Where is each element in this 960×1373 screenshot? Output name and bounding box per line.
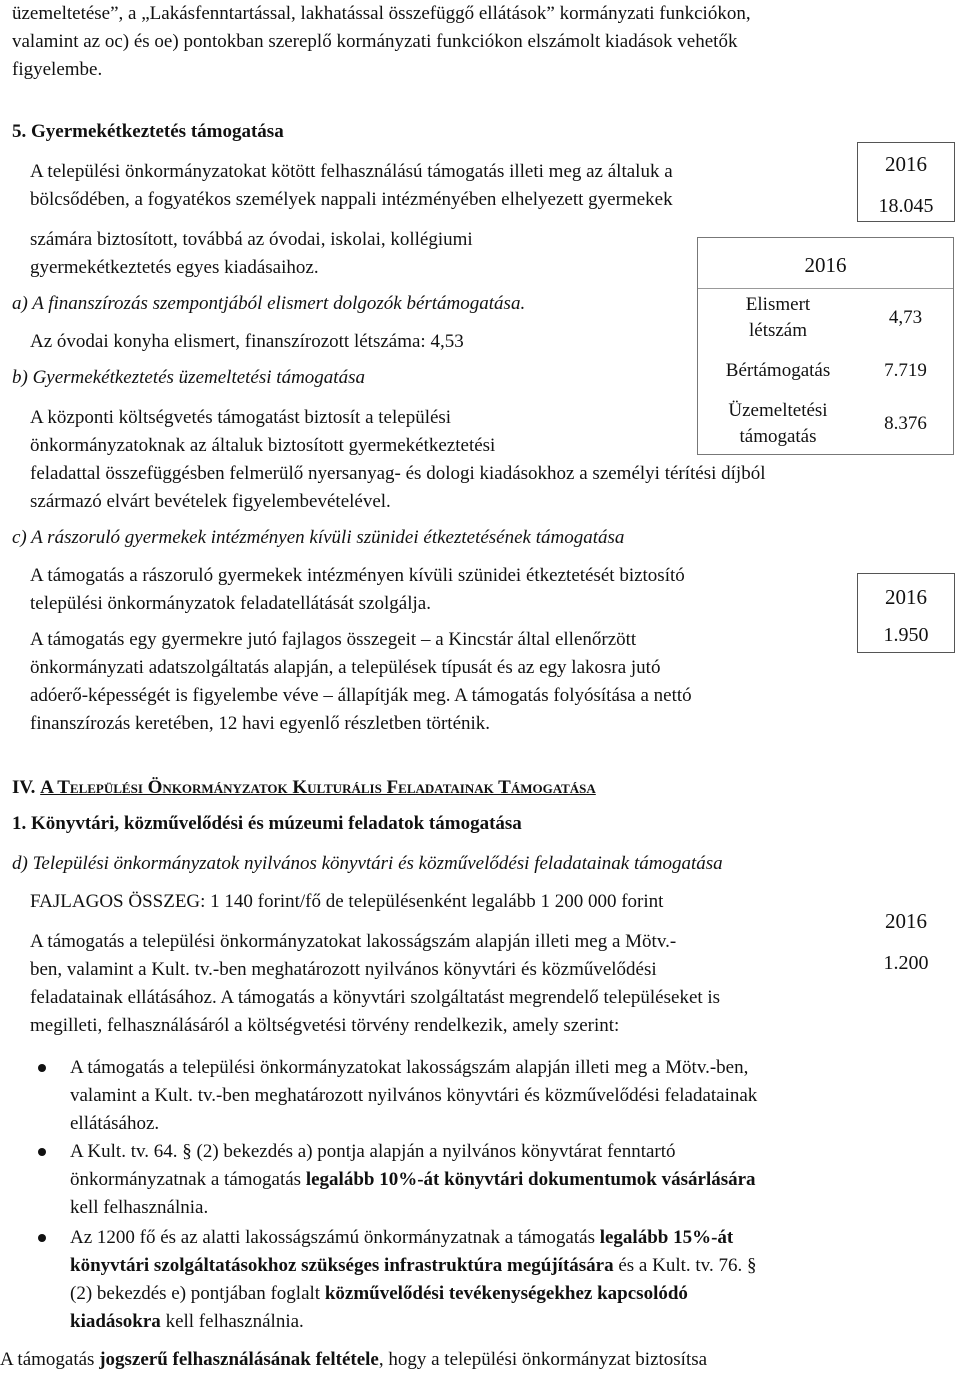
bullet-icon: [38, 1064, 46, 1072]
bold-text: legalább 15%-át: [599, 1227, 734, 1248]
closing-line: [0, 1348, 707, 1372]
text-line: üzemeltetése”, a „Lakásfenntartással, lakhatással összefüggő ellátások” kormányzati funkciókon,: [12, 3, 751, 24]
box-year: 2016: [885, 909, 927, 933]
box-value: 1.950: [883, 624, 929, 646]
text-line: bölcsődében, a fogyatékos személyek nappali intézményében elhelyezett gyermekek: [30, 189, 673, 210]
text-line: Az 1200 fő és az alatti lakosságszámú önkormányzatnak a támogatás: [70, 1227, 600, 1248]
text-line: származó elvárt bevételek figyelembevételével.: [30, 491, 391, 512]
text-line: , hogy a települési önkormányzat biztosítsa: [378, 1349, 708, 1370]
chapter-title-text: A Települési Önkormányzatok Kulturális Feladatainak Támogatása: [40, 777, 596, 798]
text-line: ellátásához.: [70, 1113, 160, 1134]
table-year: 2016: [804, 253, 847, 277]
box-value: 18.045: [878, 195, 934, 217]
text-line: számára biztosított, továbbá az óvodai, iskolai, kollégiumi: [30, 229, 473, 250]
chapter-number: IV.: [12, 777, 36, 798]
subheading-a: a) A finanszírozás szempontjából elismert dolgozók bértámogatása.: [12, 293, 526, 314]
row-label-bertamogatas: Bértámogatás: [725, 360, 831, 381]
list-item: [70, 1224, 940, 1336]
text-line: megilleti, felhasználásáról a költségvetési törvény rendelkezik, amely szerint:: [30, 1015, 620, 1036]
text-line: A támogatás: [0, 1349, 100, 1370]
text-line: gyermekétkeztetés egyes kiadásaihoz.: [30, 257, 319, 278]
text-a: Az óvodai konyha elismert, finanszírozott létszáma: 4,53: [30, 331, 464, 352]
bold-text: legalább 10%-át könyvtári dokumentumok vásárlására: [305, 1169, 756, 1190]
intro-line: [12, 0, 940, 28]
text-line: kell felhasználnia.: [70, 1197, 209, 1218]
section-heading: 5. Gyermekétkeztetés támogatása: [12, 121, 284, 142]
text-line: ben, valamint a Kult. tv.-ben meghatározott nyilvános könyvtári és közművelődési: [30, 959, 657, 980]
text-line: A támogatás a rászoruló gyermekek intézményen kívüli szünidei étkeztetését biztosító: [30, 565, 685, 586]
intro-paragraph: [12, 0, 940, 84]
text-line: A támogatás a települési önkormányzatokat lakosságszám alapján illeti meg a Mötv.-: [30, 931, 677, 952]
subheading-b: b) Gyermekétkeztetés üzemeltetési támogatása: [12, 367, 365, 388]
row-label-tamogatas: támogatás: [739, 426, 817, 447]
bullet-icon: [38, 1234, 46, 1242]
text-line: A Kult. tv. 64. § (2) bekezdés a) pontja alapján a nyilvános könyvtárat fenntartó: [70, 1141, 676, 1162]
text-line: és a Kult. tv. 76. §: [613, 1255, 757, 1276]
bold-text: jogszerű felhasználásának feltétele: [99, 1349, 379, 1370]
intro-line: [12, 28, 940, 56]
text-line: települési önkormányzatok feladatellátását szolgálja.: [30, 593, 431, 614]
amount-box-szunidei: [857, 573, 955, 653]
bold-text: közművelődési tevékenységekhez kapcsolódó: [324, 1283, 688, 1304]
text-line: figyelembe.: [12, 59, 103, 80]
section5b-paragraph-cont: [30, 460, 940, 516]
fajlagos-osszeg: FAJLAGOS ÖSSZEG: 1 140 forint/fő de településenként legalább 1 200 000 forint: [30, 891, 664, 912]
row-label-uzemeltetesi: Üzemeltetési: [728, 400, 828, 421]
text-line: önkormányzati adatszolgáltatás alapján, a települések típusát és az egy lakosra jutó: [30, 657, 661, 678]
text-line: valamint a Kult. tv.-ben meghatározott nyilvános könyvtári és közművelődési feladatainak: [70, 1085, 758, 1106]
text-line: A támogatás a települési önkormányzatokat lakosságszám alapján illeti meg a Mötv.-ben,: [70, 1057, 749, 1078]
row-value-bertamogatas: 7.719: [884, 360, 927, 381]
subheading-d: d) Települési önkormányzatok nyilvános könyvtári és közművelődési feladatainak támogatása: [12, 853, 723, 874]
list-item: [70, 1054, 940, 1138]
subsection-heading: 1. Könyvtári, közművelődési és múzeumi feladatok támogatása: [12, 813, 522, 834]
sectiond-paragraph: [30, 928, 838, 984]
row-value-uzemeltetesi: 8.376: [884, 413, 927, 434]
funding-table: [697, 237, 954, 455]
bullet-icon: [38, 1148, 46, 1156]
text-line: adóerő-képességét is figyelembe véve – állapítják meg. A támogatás folyósítása a nettó: [30, 685, 692, 706]
list-item: [70, 1138, 940, 1222]
row-label-elismert: Elismert: [745, 294, 811, 315]
section5-paragraph: [30, 158, 838, 214]
text-line: önkormányzatoknak az általuk biztosított gyermekétkeztetési: [30, 435, 496, 456]
table-divider: [698, 288, 953, 289]
text-line: finanszírozás keretében, 12 havi egyenlő részletben történik.: [30, 713, 491, 734]
sectionc-paragraph-cont: [30, 682, 940, 738]
box-year: 2016: [885, 585, 927, 609]
box-value: 1.200: [883, 952, 929, 974]
text-line: A támogatás egy gyermekre jutó fajlagos összegeit – a Kincstár által ellenőrzött: [30, 629, 637, 650]
amount-box-total: [857, 142, 955, 222]
text-line: A települési önkormányzatokat kötött felhasználású támogatás illeti meg az általuk a: [30, 161, 673, 182]
text-line: önkormányzatnak a támogatás: [70, 1169, 306, 1190]
text-line: valamint az oc) és oe) pontokban szereplő kormányzati funkciókon elszámolt kiadások vehetők: [12, 31, 738, 52]
text-line: A központi költségvetés támogatást biztosít a települési: [30, 407, 452, 428]
subheading-c: c) A rászoruló gyermekek intézményen kívüli szünidei étkeztetésének támogatása: [12, 527, 625, 548]
row-value-letszam: 4,73: [888, 307, 923, 328]
text-line: (2) bekezdés e) pontjában foglalt: [70, 1283, 325, 1304]
section5-paragraph-cont: [30, 226, 678, 282]
sectiond-paragraph-cont: [30, 984, 940, 1040]
text-line: kell felhasználnia.: [160, 1311, 304, 1332]
row-label-letszam: létszám: [748, 320, 808, 341]
bold-text: kiadásokra: [70, 1311, 161, 1332]
amount-box-konyvtar: [857, 893, 955, 978]
box-year: 2016: [885, 152, 927, 176]
bold-text: könyvtári szolgáltatásokhoz szükséges infrastruktúra megújítására: [70, 1255, 614, 1276]
intro-line: [12, 56, 940, 84]
section5b-paragraph: [30, 404, 678, 460]
text-line: feladatainak ellátásához. A támogatás a könyvtári szolgáltatást megrendelő településeket is: [30, 987, 721, 1008]
sectionc-paragraph: [30, 562, 838, 682]
text-line: feladattal összefüggésben felmerülő nyersanyag- és dologi kiadásokhoz a személyi térítési díjból: [30, 463, 766, 484]
chapter-title: [12, 776, 596, 800]
